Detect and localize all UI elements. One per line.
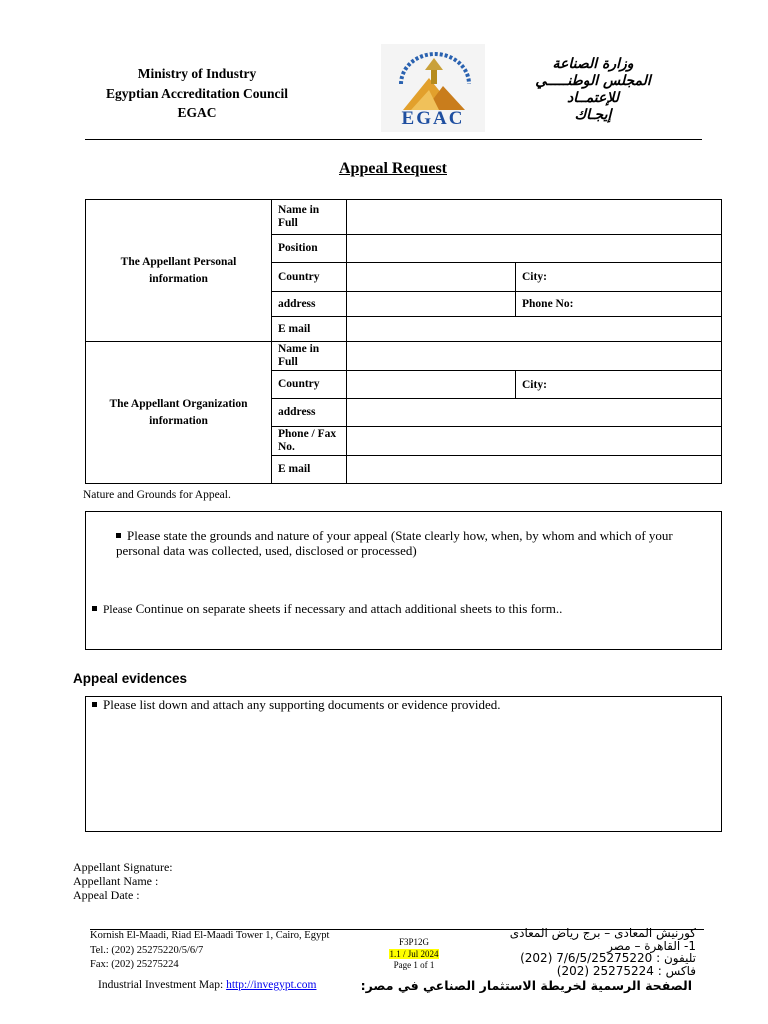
form-version: 1.1 / Jul 2024: [389, 948, 439, 959]
nature-label: Nature and Grounds for Appeal.: [83, 489, 231, 501]
egac-logo-graphic: [381, 44, 485, 132]
footer-tel: Tel.: (202) 25275220/5/6/7: [90, 944, 204, 956]
ministry-name: Ministry of Industry: [137, 66, 257, 81]
form-code: F3P12G: [398, 937, 429, 947]
accreditation-arabic: للإعتمــاد: [567, 90, 619, 106]
investment-map-arabic: الصفحة الرسمية لخريطة الاستثمار الصناعي في مصر:: [360, 978, 692, 993]
investment-map-label: Industrial Investment Map:: [98, 979, 227, 991]
org-name-label: Name in Full: [272, 342, 347, 371]
footer-street: Kornish El-Maadi, Riad El-Maadi Tower 1, Cairo, Egypt: [90, 930, 330, 941]
page-title: Appeal Request: [338, 160, 447, 177]
org-name-row: [86, 342, 722, 371]
continue-prefix: Please: [103, 604, 133, 616]
footer-tel-arabic: تليفون : 7/6/5/25275220 (202): [520, 951, 696, 965]
personal-group-label: The Appellant Personal information: [86, 200, 272, 342]
org-country-field[interactable]: [347, 371, 516, 399]
signature-block: [73, 860, 173, 902]
header-english: [88, 64, 306, 123]
acronym-arabic: إيجـاك: [574, 107, 612, 123]
org-address-field[interactable]: [347, 399, 722, 427]
personal-name-label: Name in Full: [272, 200, 347, 235]
appellant-name-label: Appellant Name :: [73, 874, 159, 888]
bullet-icon: [116, 533, 121, 538]
grounds-instruction-text: Please state the grounds and nature of your appeal (State clearly how, when, by whom and which of your personal data was collected, used, disclosed or processed): [116, 528, 673, 558]
continue-instruction: [92, 601, 562, 617]
org-phone-field[interactable]: [347, 427, 722, 456]
evidences-heading: Appeal evidences: [73, 671, 188, 686]
evidences-instruction: [92, 697, 500, 713]
personal-name-field[interactable]: [347, 200, 722, 235]
appeal-date-label: Appeal Date :: [73, 888, 140, 902]
personal-country-label: Country: [272, 263, 347, 292]
personal-position-label: Position: [272, 235, 347, 263]
footer-city-arabic: 1- القاهرة – مصر: [607, 938, 696, 953]
page-number: Page 1 of 1: [393, 960, 435, 970]
org-group-label: The Appellant Organization information: [86, 342, 272, 484]
grounds-instruction: [116, 528, 706, 558]
personal-email-label: E mail: [272, 317, 347, 342]
personal-country-field[interactable]: [347, 263, 516, 292]
council-name: Egyptian Accreditation Council: [105, 85, 288, 101]
investment-map: [98, 979, 316, 991]
org-city-field[interactable]: City:: [516, 371, 722, 399]
appellant-info-table: [85, 199, 722, 484]
personal-address-label: address: [272, 292, 347, 317]
signature-label: Appellant Signature:: [73, 860, 173, 874]
footer-fax-arabic: فاكس : 25275224 (202): [556, 963, 696, 978]
org-address-label: address: [272, 399, 347, 427]
footer-form-info: [378, 937, 450, 972]
personal-position-field[interactable]: [347, 235, 722, 263]
council-name-arabic: المجلس الوطنـــــي: [535, 73, 651, 89]
personal-phone-field[interactable]: Phone No:: [516, 292, 722, 317]
bullet-icon: [92, 606, 97, 611]
evidences-textarea[interactable]: [85, 696, 722, 832]
personal-city-field[interactable]: City:: [516, 263, 722, 292]
personal-email-field[interactable]: [347, 317, 722, 342]
council-acronym: EGAC: [177, 105, 217, 120]
org-country-label: Country: [272, 371, 347, 399]
evidences-instruction-text: Please list down and attach any supporting documents or evidence provided.: [103, 697, 501, 712]
footer-address: [90, 929, 329, 973]
org-phone-label: Phone / Fax No.: [272, 427, 347, 456]
personal-address-field[interactable]: [347, 292, 516, 317]
header-arabic: [500, 56, 686, 124]
continue-text: Continue on separate sheets if necessary and attach additional sheets to this form..: [132, 601, 563, 616]
personal-name-row: [86, 200, 722, 235]
header-divider: [85, 139, 702, 140]
org-name-field[interactable]: [347, 342, 722, 371]
egac-logo: [381, 44, 485, 132]
org-email-field[interactable]: [347, 456, 722, 484]
bullet-icon: [92, 702, 97, 707]
investment-map-link[interactable]: http://invegypt.com: [226, 979, 317, 991]
org-email-label: E mail: [272, 456, 347, 484]
footer-street-arabic: كورنيش المعادى – برج رياض المعادى: [509, 926, 696, 940]
egac-logo-text: EGAC: [401, 108, 465, 129]
footer-address-arabic: [470, 927, 696, 977]
footer-fax: Fax: (202) 25275224: [90, 959, 179, 970]
ministry-name-arabic: وزارة الصناعة: [552, 56, 634, 72]
